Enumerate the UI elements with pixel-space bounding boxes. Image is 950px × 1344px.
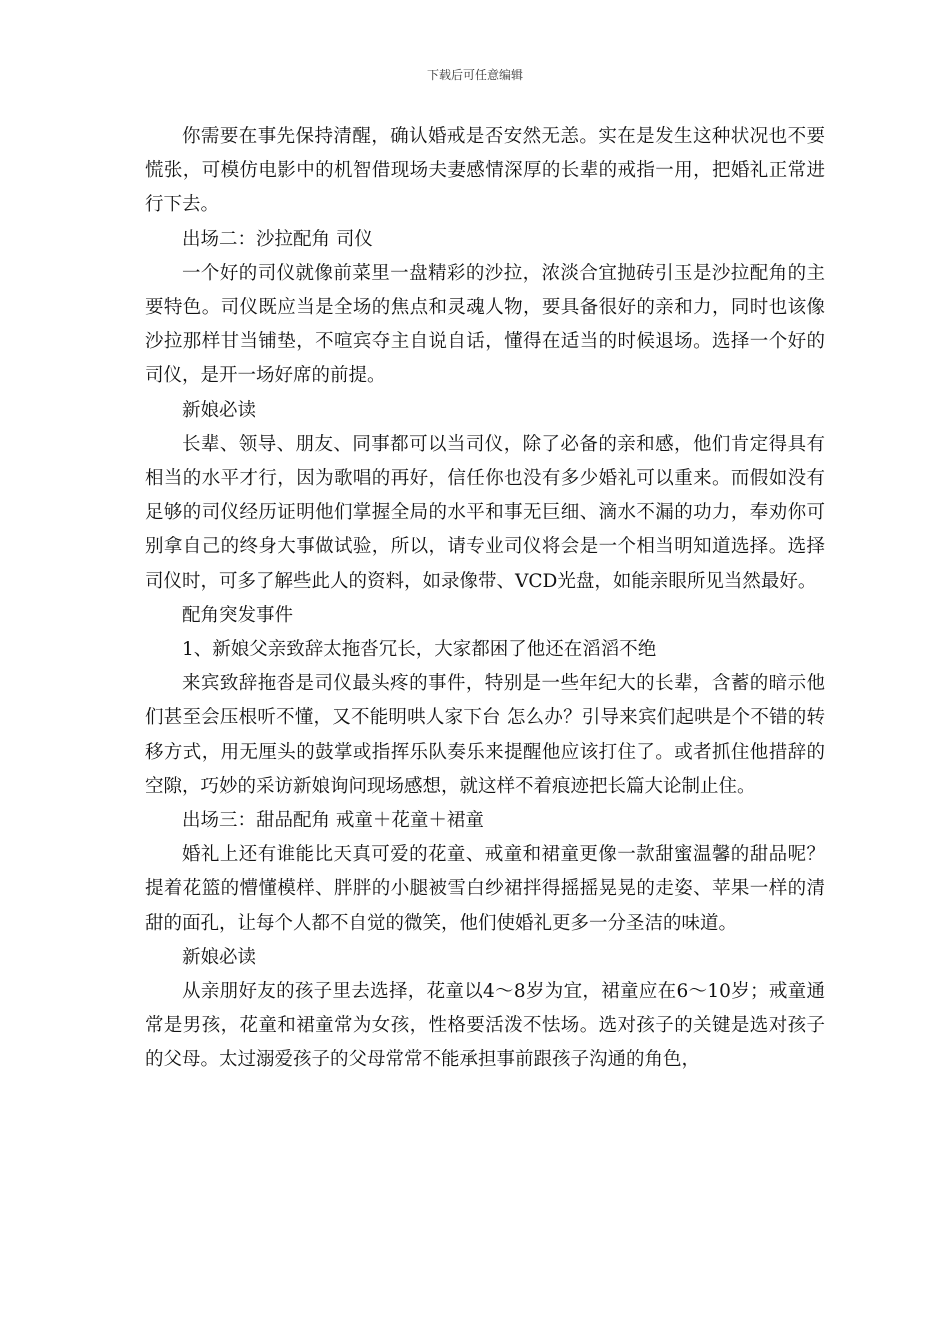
paragraph-long-speech-tips: 来宾致辞拖沓是司仪最头疼的事件，特别是一些年纪大的长辈，含蓄的暗示他们甚至会压根听不懂，又不能明哄人家下台 怎么办？引导来宾们起哄是个不错的转移方式，用无厘头的鼓掌或指挥乐队奏乐来提醒他应该打住了。或者抓住他措辞的空隙，巧妙的采访新娘询问现场感想，就这样不着痕迹把长篇大论制止住。 — [145, 673, 825, 797]
subheading-emergencies: 配角突发事件 — [182, 604, 294, 626]
subheading-long-speech: 1、新娘父亲致辞太拖沓冗长，大家都困了他还在滔滔不绝 — [182, 639, 657, 661]
document-body — [145, 120, 825, 1078]
paragraph-children-choice: 从亲朋好友的孩子里去选择，花童以4～8岁为宜，裙童应在6～10岁；戒童通常是男孩，花童和裙童常为女孩，性格要活泼不怯场。选对孩子的关键是选对孩子的父母。太过溺爱孩子的父母常常不能承担事前跟孩子沟通的角色， — [145, 981, 825, 1071]
paragraph-children-intro: 婚礼上还有谁能比天真可爱的花童、戒童和裙童更像一款甜蜜温馨的甜品呢？提着花篮的懵懂模样、胖胖的小腿被雪白纱裙拌得摇摇晃晃的走姿、苹果一样的清甜的面孔，让每个人都不自觉的微笑，他们使婚礼更多一分圣洁的味道。 — [145, 844, 825, 934]
section-heading-host: 出场二：沙拉配角 司仪 — [182, 228, 373, 250]
paragraph-host-intro: 一个好的司仪就像前菜里一盘精彩的沙拉，浓淡合宜抛砖引玉是沙拉配角的主要特色。司仪既应当是全场的焦点和灵魂人物，要具备很好的亲和力，同时也该像沙拉那样甘当铺垫，不喧宾夺主自说自话，懂得在适当的时候退场。选择一个好的司仪，是开一场好席的前提。 — [145, 262, 825, 387]
paragraph-ring-backup: 你需要在事先保持清醒，确认婚戒是否安然无恙。实在是发生这种状况也不要慌张，可模仿电影中的机智借现场夫妻感情深厚的长辈的戒指一用，把婚礼正常进行下去。 — [145, 126, 825, 216]
paragraph-host-choice: 长辈、领导、朋友、同事都可以当司仪，除了必备的亲和感，他们肯定得具有相当的水平才行，因为歌唱的再好，信任你也没有多少婚礼可以重来。而假如没有足够的司仪经历证明他们掌握全局的水平和事无巨细、滴水不漏的功力，奉劝你可别拿自己的终身大事做试验，所以，请专业司仪将会是一个相当明知道选择。选择司仪时，可多了解些此人的资料，如录像带、VCD光盘，如能亲眼所见当然最好。 — [145, 433, 825, 592]
page-header: 下载后可任意编辑 — [426, 68, 523, 82]
subheading-bride-must-read: 新娘必读 — [182, 399, 257, 421]
subheading-bride-must-read-2: 新娘必读 — [182, 946, 257, 968]
section-heading-children: 出场三：甜品配角 戒童＋花童＋裙童 — [182, 810, 484, 832]
